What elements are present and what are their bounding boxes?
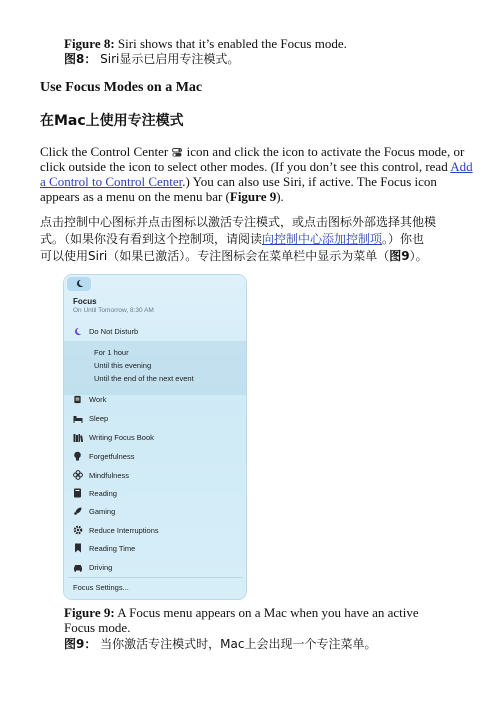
menu-item-sleep[interactable]: [64, 411, 246, 425]
menu-item-driving[interactable]: [64, 560, 246, 574]
duration-option[interactable]: Until the end of the next event: [94, 374, 194, 383]
menu-item-label: Mindfulness: [89, 470, 130, 480]
menu-item-reduce-interruptions[interactable]: [64, 523, 246, 537]
menu-item-label: Work: [89, 394, 107, 404]
gear-icon: [72, 525, 83, 536]
duration-option[interactable]: Until this evening: [94, 361, 152, 370]
focus-title: Focus: [73, 297, 97, 306]
menu-item-reading[interactable]: [64, 486, 246, 500]
duration-section: [64, 341, 246, 395]
para-zh-text: ）。: [409, 249, 428, 263]
figure9-text: A Focus menu appears on a Mac when you have an active: [114, 605, 419, 620]
figure9-text-cont: Focus mode.: [64, 620, 131, 635]
menu-item-label: Do Not Disturb: [89, 326, 139, 336]
figure9-label-zh: 图9：: [64, 637, 97, 651]
moon-icon: [75, 275, 84, 293]
para-zh-text: 点击控制中心图标并点击图标以激活专注模式，或点击图标外部选择其他模: [40, 215, 437, 229]
menu-item-work[interactable]: [64, 392, 246, 406]
focus-settings-item[interactable]: Focus Settings...: [73, 583, 129, 592]
menu-item-label: Reading Time: [89, 543, 136, 553]
bookmark-icon: [72, 543, 83, 554]
figure8-text-zh: Siri显示已启用专注模式。: [96, 52, 240, 66]
para-zh-line3: [40, 248, 428, 265]
menu-item-label: Gaming: [89, 506, 116, 516]
menu-item-label: Reading: [89, 488, 117, 498]
figure9-caption-zh: [64, 636, 376, 653]
figure8-label: Figure 8:: [64, 36, 115, 51]
para-en-text: icon and click the icon to activate the Focus mode, or: [183, 144, 465, 159]
add-control-link[interactable]: Add: [450, 159, 473, 174]
para-en-text: click outside the icon to select other modes. (If you don’t see this control, read: [40, 159, 451, 174]
menu-item-label: Driving: [89, 562, 113, 572]
menu-item-gaming[interactable]: [64, 504, 246, 518]
menu-separator: [68, 577, 242, 578]
add-control-link-zh[interactable]: 向控制中心添加控制项: [262, 232, 383, 246]
moon-icon: [72, 326, 83, 337]
para-zh-line2: [40, 231, 424, 248]
menu-item-forgetfulness[interactable]: [64, 449, 246, 463]
duration-option[interactable]: For 1 hour: [94, 348, 129, 357]
menu-item-mindfulness[interactable]: [64, 468, 246, 482]
section-heading-en: Use Focus Modes on a Mac: [40, 80, 203, 95]
menu-item-do-not-disturb[interactable]: [64, 324, 246, 338]
focus-subtitle: On Until Tomorrow, 8:30 AM: [73, 307, 154, 314]
books-icon: [72, 432, 83, 443]
menubar-focus-button[interactable]: [67, 277, 91, 291]
para-en-text: Click the Control Center: [40, 144, 172, 159]
figure9-caption-line2: [64, 619, 130, 636]
figure9-ref-zh: 图9: [389, 249, 410, 263]
para-zh-line1: [40, 214, 436, 231]
control-center-icon: [172, 144, 182, 153]
figure8-text: Siri shows that it’s enabled the Focus mode.: [114, 36, 347, 51]
add-control-link-cont[interactable]: a Control to Control Center: [40, 174, 183, 189]
menu-item-reading-time[interactable]: [64, 541, 246, 555]
sleep-icon: [72, 413, 83, 424]
figure9-label: Figure 9:: [64, 605, 115, 620]
para-zh-text: 式。（如果你没有看到这个控制项，请阅读: [40, 232, 263, 246]
figure9-ref: Figure 9: [229, 189, 277, 204]
menu-item-label: Sleep: [89, 413, 109, 423]
figure8-caption: [64, 35, 347, 52]
bulb-icon: [72, 451, 83, 462]
para-en-line4: [40, 188, 284, 205]
para-en-text: appears as a menu on the menu bar (: [40, 189, 230, 204]
figure9-text-zh: 当你激活专注模式时，Mac上会出现一个专注菜单。: [96, 637, 377, 651]
menu-item-writing-focus-book[interactable]: [64, 430, 246, 444]
para-en-text: ).: [276, 189, 284, 204]
focus-menu: [64, 275, 246, 599]
para-en-text: .) You can also use Siri, if active. The Focus icon: [182, 174, 437, 189]
menu-item-label: Writing Focus Book: [89, 432, 154, 442]
para-zh-text: 。）你也: [382, 232, 425, 246]
book-icon: [72, 488, 83, 499]
menu-item-label: Reduce Interruptions: [89, 525, 159, 535]
work-icon: [72, 394, 83, 405]
flower-icon: [72, 470, 83, 481]
para-zh-text: 可以使用Siri（如果已激活）。专注图标会在菜单栏中显示为菜单（: [40, 249, 390, 263]
section-heading-zh: 在Mac上使用专注模式: [40, 113, 184, 129]
menu-item-label: Forgetfulness: [89, 451, 135, 461]
car-icon: [72, 562, 83, 573]
figure8-label-zh: 图8：: [64, 52, 97, 66]
figure8-caption-zh: [64, 51, 239, 68]
rocket-icon: [72, 506, 83, 517]
